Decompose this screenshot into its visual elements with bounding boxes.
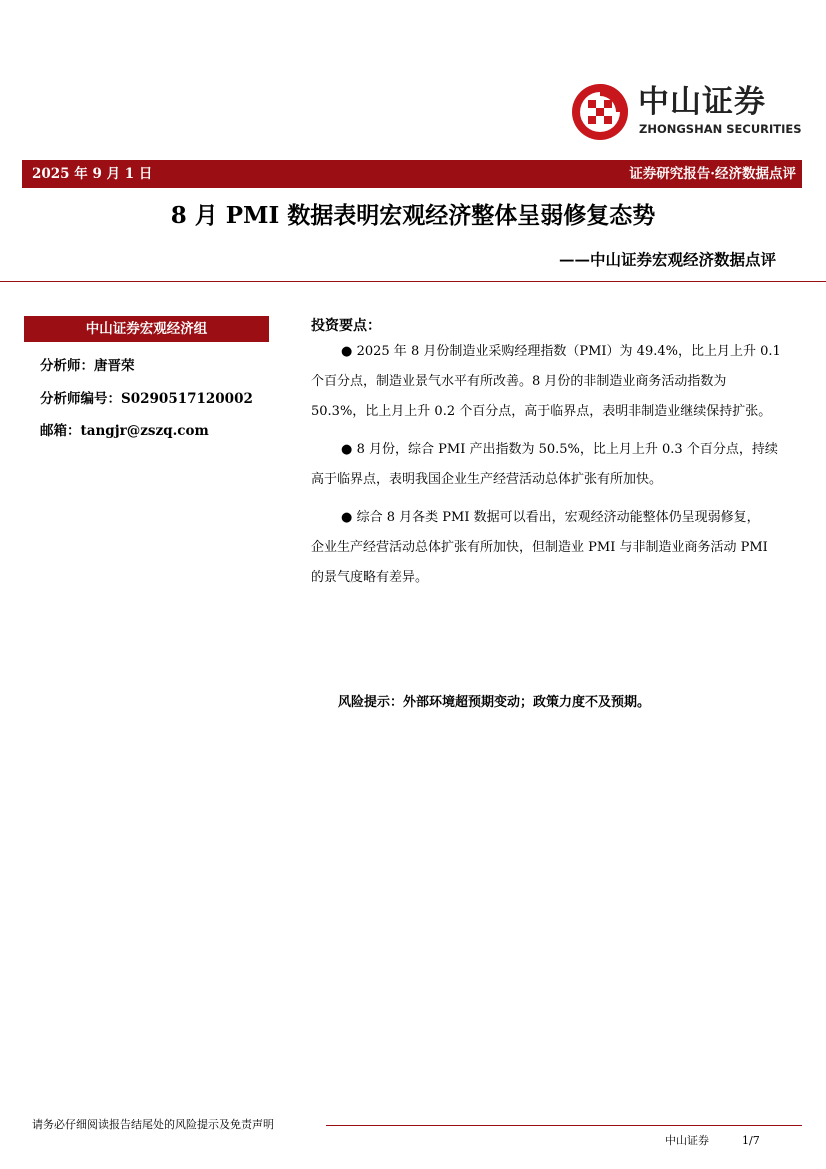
- bullet-icon: ●: [341, 344, 353, 359]
- header-band: [22, 160, 802, 188]
- analyst-name: 分析师：唐晋荣: [40, 358, 135, 374]
- footer-divider: [326, 1125, 802, 1126]
- risk-warning: 风险提示：外部环境超预期变动；政策力度不及预期。: [338, 695, 651, 710]
- logo-name-cn: 中山证券: [638, 84, 766, 120]
- key-point-line: 的景气度略有差异。: [311, 570, 429, 585]
- key-point-2: [311, 435, 801, 495]
- key-points-heading: 投资要点：: [311, 318, 381, 334]
- report-type: 证券研究报告·经济数据点评: [629, 166, 796, 182]
- report-title: 8 月 PMI 数据表明宏观经济整体呈弱修复态势: [170, 202, 656, 229]
- company-logo: [570, 82, 802, 144]
- logo-name-en: ZHONGSHAN SECURITIES: [639, 122, 802, 136]
- key-point-line: ● 8 月份，综合 PMI 产出指数为 50.5%，比上月上升 0.3 个百分点，持续: [311, 435, 801, 465]
- key-point-line: ● 综合 8 月各类 PMI 数据可以看出，宏观经济动能整体仍呈现弱修复，: [311, 503, 801, 533]
- analyst-email: 邮箱：tangjr@zszq.com: [40, 423, 209, 439]
- key-point-3: [311, 503, 801, 593]
- analyst-cert-number: 分析师编号：S0290517120002: [40, 391, 253, 407]
- research-group-label: 中山证券宏观经济组: [85, 321, 208, 337]
- research-group-box: [24, 316, 269, 342]
- footer-disclaimer: 请务必仔细阅读报告结尾处的风险提示及免责声明: [32, 1118, 274, 1131]
- zhongshan-logo-mark-icon: [570, 82, 630, 142]
- key-point-line: 50.3%，比上月上升 0.2 个百分点，高于临界点，表明非制造业继续保持扩张。: [311, 404, 772, 419]
- key-point-line: 企业生产经营活动总体扩张有所加快，但制造业 PMI 与非制造业商务活动 PMI: [311, 540, 768, 555]
- key-point-line: 高于临界点，表明我国企业生产经营活动总体扩张有所加快。: [311, 472, 663, 487]
- bullet-icon: ●: [341, 510, 353, 525]
- key-point-line: 个百分点，制造业景气水平有所改善。8 月份的非制造业商务活动指数为: [311, 374, 727, 389]
- key-point-1: [311, 337, 801, 427]
- page-number: 1/7: [742, 1134, 760, 1147]
- report-subtitle: ——中山证券宏观经济数据点评: [558, 250, 776, 269]
- divider-line: [0, 281, 826, 282]
- key-point-line: ● 2025 年 8 月份制造业采购经理指数（PMI）为 49.4%，比上月上升 0.1: [311, 337, 801, 367]
- report-date: 2025 年 9 月 1 日: [32, 166, 153, 182]
- footer-firm-name: 中山证券: [665, 1134, 709, 1147]
- bullet-icon: ●: [341, 442, 353, 457]
